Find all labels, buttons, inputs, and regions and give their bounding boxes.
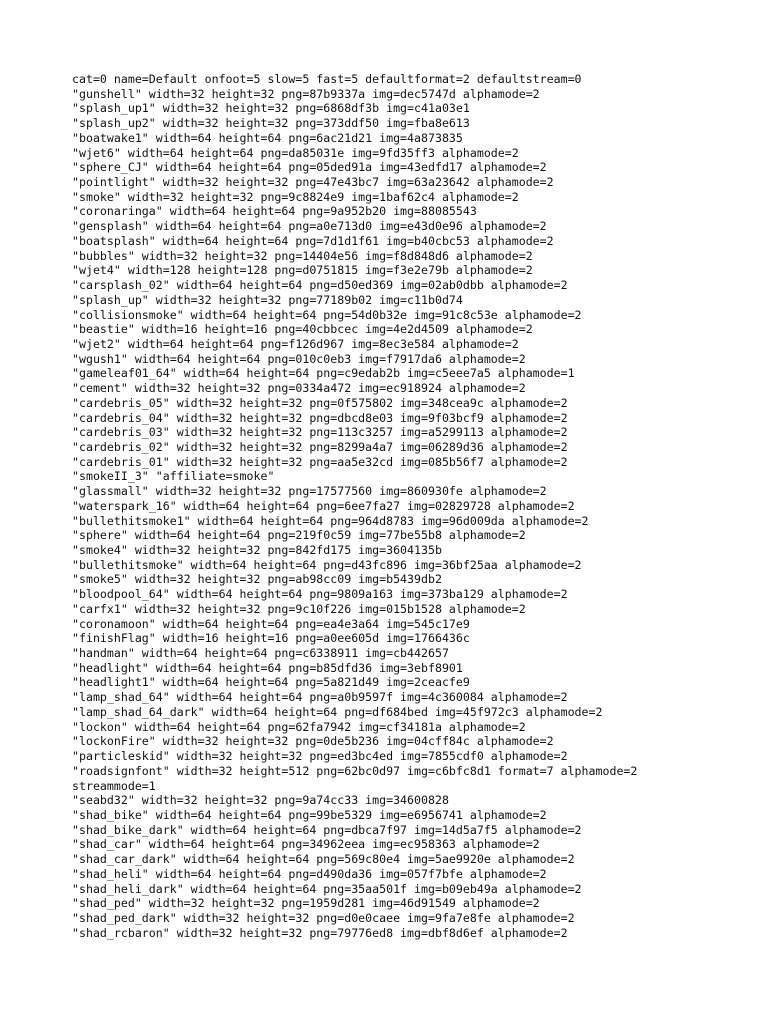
- text-line: "smoke5" width=32 height=32 png=ab98cc09 img=b5439db2: [72, 572, 442, 587]
- text-line: "particleskid" width=32 height=32 png=ed3bc4ed img=7855cdf0 alphamode=2: [72, 749, 568, 764]
- text-line: "beastie" width=16 height=16 png=40cbbcec img=4e2d4509 alphamode=2: [72, 322, 533, 337]
- text-line: "smokeII_3" "affiliate=smoke": [72, 469, 275, 484]
- text-line: "shad_bike_dark" width=64 height=64 png=dbca7f97 img=14d5a7f5 alphamode=2: [72, 822, 582, 837]
- text-line: "finishFlag" width=16 height=16 png=a0ee605d img=1766436c: [72, 631, 470, 646]
- text-line: "wgush1" width=64 height=64 png=010c0eb3 img=f7917da6 alphamode=2: [72, 351, 526, 366]
- text-line: "shad_bike" width=64 height=64 png=99be5329 img=e6956741 alphamode=2: [72, 807, 547, 822]
- text-line: "coronamoon" width=64 height=64 png=ea4e3a64 img=545c17e9: [72, 616, 470, 631]
- text-line: "lamp_shad_64" width=64 height=64 png=a0b9597f img=4c360084 alphamode=2: [72, 690, 568, 705]
- text-line: "shad_car" width=64 height=64 png=34962eea img=ec958363 alphamode=2: [72, 837, 540, 852]
- text-line: "lockonFire" width=32 height=32 png=0de5b236 img=04cff84c alphamode=2: [72, 734, 554, 749]
- text-line: "gensplash" width=64 height=64 png=a0e713d0 img=e43d0e96 alphamode=2: [72, 219, 547, 234]
- text-line: cat=0 name=Default onfoot=5 slow=5 fast=5 defaultformat=2 defaultstream=0: [72, 72, 582, 86]
- text-line: "shad_ped" width=32 height=32 png=1959d281 img=46d91549 alphamode=2: [72, 896, 540, 911]
- text-line: "headlight" width=64 height=64 png=b85dfd36 img=3ebf8901: [72, 660, 463, 675]
- text-line: "boatsplash" width=64 height=64 png=7d1d1f61 img=b40cbc53 alphamode=2: [72, 233, 554, 248]
- text-line: "wjet6" width=64 height=64 png=da85031e img=9fd35ff3 alphamode=2: [72, 145, 519, 160]
- text-line: "cardebris_02" width=32 height=32 png=8299a4a7 img=06289d36 alphamode=2: [72, 439, 568, 454]
- text-line: "pointlight" width=32 height=32 png=47e43bc7 img=63a23642 alphamode=2: [72, 175, 554, 190]
- text-line: "splash_up1" width=32 height=32 png=6868df3b img=c41a03e1: [72, 101, 470, 116]
- text-line: "bloodpool_64" width=64 height=64 png=9809a163 img=373ba129 alphamode=2: [72, 587, 568, 602]
- text-line: "lockon" width=64 height=64 png=62fa7942 img=cf34181a alphamode=2: [72, 719, 526, 734]
- text-line: "carsplash_02" width=64 height=64 png=d50ed369 img=02ab0dbb alphamode=2: [72, 278, 568, 293]
- text-line: "wjet2" width=64 height=64 png=f126d967 img=8ec3e584 alphamode=2: [72, 336, 519, 351]
- text-line: "gunshell" width=32 height=32 png=87b9337a img=dec5747d alphamode=2: [72, 86, 540, 101]
- text-line: "gameleaf01_64" width=64 height=64 png=c9edab2b img=c5eee7a5 alphamode=1: [72, 366, 575, 381]
- text-line: "carfx1" width=32 height=32 png=9c10f226 img=015b1528 alphamode=2: [72, 601, 526, 616]
- text-line: "shad_heli_dark" width=64 height=64 png=35aa501f img=b09eb49a alphamode=2: [72, 881, 582, 896]
- text-line: "shad_rcbaron" width=32 height=32 png=79776ed8 img=dbf8d6ef alphamode=2: [72, 925, 568, 940]
- text-line: "lamp_shad_64_dark" width=64 height=64 png=df684bed img=45f972c3 alphamode=2: [72, 704, 603, 719]
- text-line: "smoke" width=32 height=32 png=9c8824e9 img=1baf62c4 alphamode=2: [72, 189, 519, 204]
- text-line: "shad_car_dark" width=64 height=64 png=569c80e4 img=5ae9920e alphamode=2: [72, 852, 575, 867]
- text-line: "glassmall" width=32 height=32 png=17577560 img=860930fe alphamode=2: [72, 484, 547, 499]
- text-line: "cardebris_01" width=32 height=32 png=aa5e32cd img=085b56f7 alphamode=2: [72, 454, 568, 469]
- text-line: streammode=1: [72, 778, 156, 793]
- text-line: "seabd32" width=32 height=32 png=9a74cc33 img=34600828: [72, 793, 449, 808]
- text-line: "roadsignfont" width=32 height=512 png=62bc0d97 img=c6bfc8d1 format=7 alphamode=2: [72, 763, 638, 778]
- text-line: "splash_up" width=32 height=32 png=77189b02 img=c11b0d74: [72, 292, 463, 307]
- text-line: "headlight1" width=64 height=64 png=5a821d49 img=2ceacfe9: [72, 675, 470, 690]
- text-line: "cardebris_05" width=32 height=32 png=0f575802 img=348cea9c alphamode=2: [72, 395, 568, 410]
- text-line: "splash_up2" width=32 height=32 png=373ddf50 img=fba8e613: [72, 116, 470, 131]
- text-line: "cement" width=32 height=32 png=0334a472 img=ec918924 alphamode=2: [72, 381, 526, 396]
- text-line: "bullethitsmoke" width=64 height=64 png=d43fc896 img=36bf25aa alphamode=2: [72, 557, 582, 572]
- text-line: "cardebris_03" width=32 height=32 png=113c3257 img=a5299113 alphamode=2: [72, 425, 568, 440]
- text-line: "boatwake1" width=64 height=64 png=6ac21d21 img=4a873835: [72, 130, 463, 145]
- text-line: "shad_ped_dark" width=32 height=32 png=d0e0caee img=9fa7e8fe alphamode=2: [72, 910, 575, 925]
- text-line: "sphere_CJ" width=64 height=64 png=05ded91a img=43edfd17 alphamode=2: [72, 160, 547, 175]
- text-line: "shad_heli" width=64 height=64 png=d490da36 img=057f7bfe alphamode=2: [72, 866, 547, 881]
- text-line: "waterspark_16" width=64 height=64 png=6ee7fa27 img=02829728 alphamode=2: [72, 498, 575, 513]
- text-line: "bullethitsmoke1" width=64 height=64 png=964d8783 img=96d009da alphamode=2: [72, 513, 589, 528]
- text-line: "coronaringa" width=64 height=64 png=9a952b20 img=88085543: [72, 204, 477, 219]
- text-line: "sphere" width=64 height=64 png=219f0c59 img=77be55b8 alphamode=2: [72, 528, 526, 543]
- text-line: "wjet4" width=128 height=128 png=d0751815 img=f3e2e79b alphamode=2: [72, 263, 533, 278]
- text-line: "bubbles" width=32 height=32 png=14404e56 img=f8d848d6 alphamode=2: [72, 248, 533, 263]
- document-text-block: [72, 72, 752, 940]
- text-line: "collisionsmoke" width=64 height=64 png=54d0b32e img=91c8c53e alphamode=2: [72, 307, 582, 322]
- text-line: "smoke4" width=32 height=32 png=842fd175 img=3604135b: [72, 543, 442, 557]
- text-line: "cardebris_04" width=32 height=32 png=dbcd8e03 img=9f03bcf9 alphamode=2: [72, 410, 568, 425]
- text-line: "handman" width=64 height=64 png=c6338911 img=cb442657: [72, 646, 449, 661]
